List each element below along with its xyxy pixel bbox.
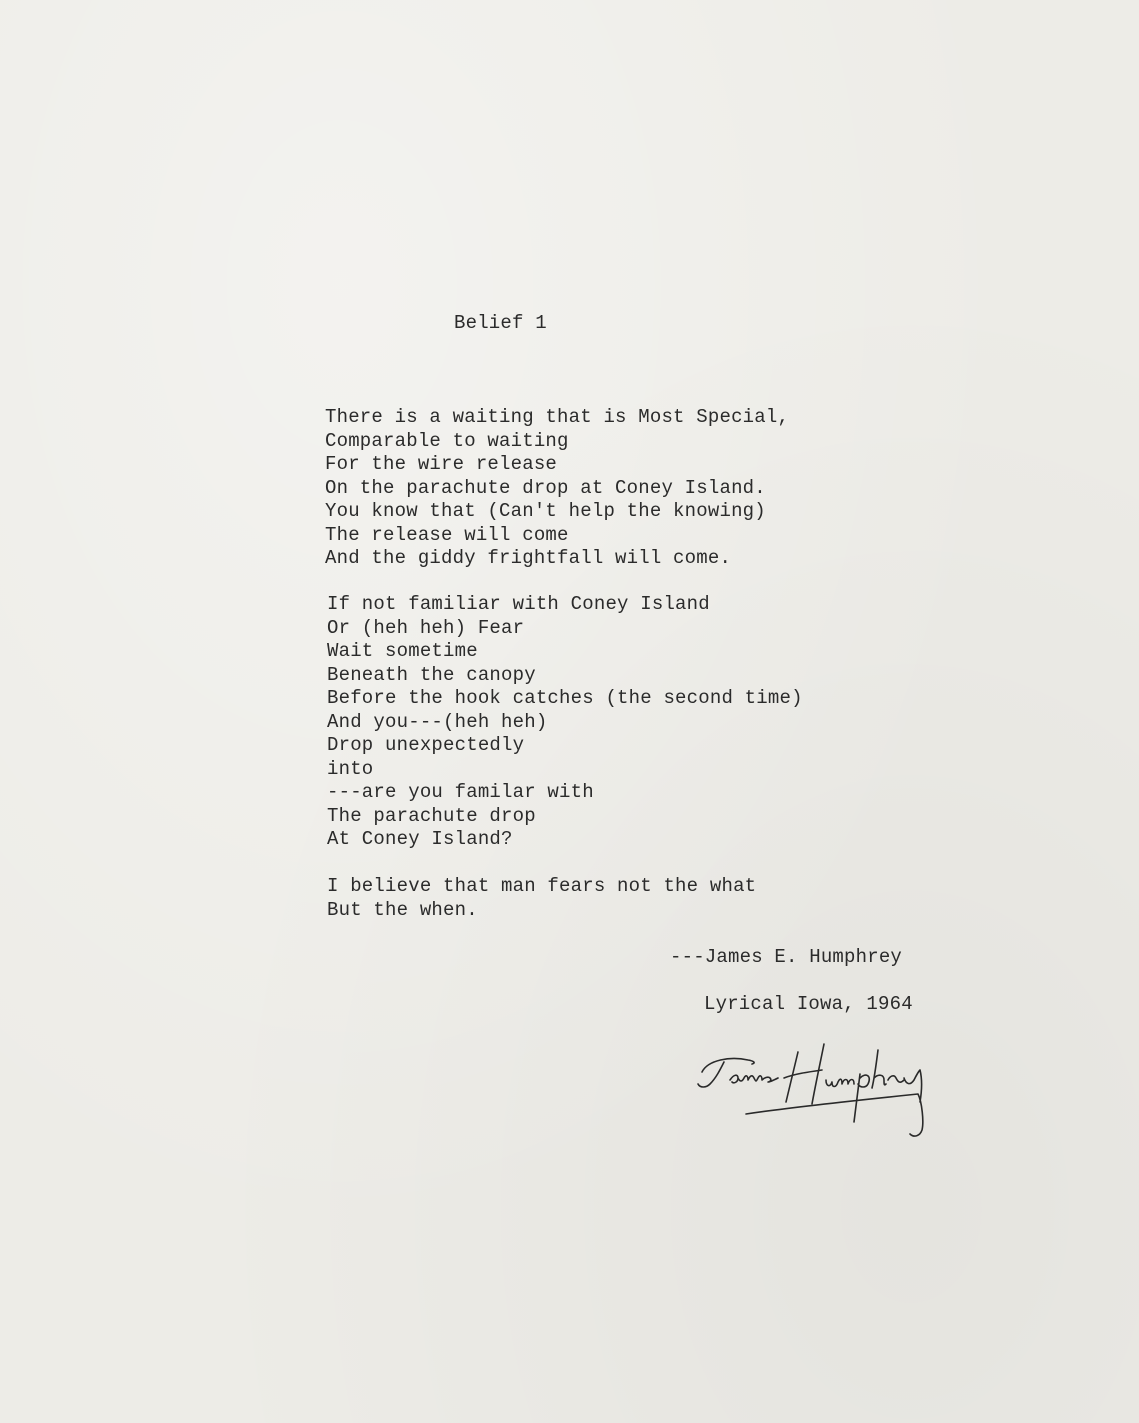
poem-line: But the when.: [327, 898, 478, 921]
poem-line: Drop unexpectedly: [327, 734, 525, 756]
poem-line: You know that (Can't help the knowing): [325, 500, 766, 522]
poem-line: On the parachute drop at Coney Island.: [325, 476, 766, 499]
poem-line: Beneath the canopy: [327, 663, 536, 686]
poem-line: At Coney Island?: [327, 828, 513, 850]
poem-line: The release will come: [325, 523, 569, 546]
poem-line: Or (heh heh) Fear: [327, 616, 525, 639]
publication-source: Lyrical Iowa, 1964: [704, 993, 913, 1015]
stanza-3: [327, 875, 756, 922]
poem-line: into: [327, 757, 374, 780]
poem-line: Comparable to waiting: [325, 429, 569, 452]
poem-title: Belief 1: [454, 312, 547, 334]
poem-line: If not familiar with Coney Island: [327, 593, 710, 615]
author-byline: ---James E. Humphrey: [670, 946, 903, 968]
poem-line: The parachute drop: [327, 804, 536, 827]
poem-line: Before the hook catches (the second time): [327, 687, 803, 709]
poem-line: ---are you familar with: [327, 781, 594, 803]
poem-line: Wait sometime: [327, 640, 478, 662]
poem-line: There is a waiting that is Most Special,: [325, 406, 790, 428]
poem-line: I believe that man fears not the what: [327, 875, 757, 897]
stanza-2: [327, 593, 803, 852]
poem-line: And you---(heh heh): [327, 710, 548, 733]
handwritten-signature: [690, 1030, 930, 1145]
poem-line: And the giddy frightfall will come.: [325, 547, 732, 569]
stanza-1: [325, 406, 789, 571]
poem-line: For the wire release: [325, 453, 558, 475]
